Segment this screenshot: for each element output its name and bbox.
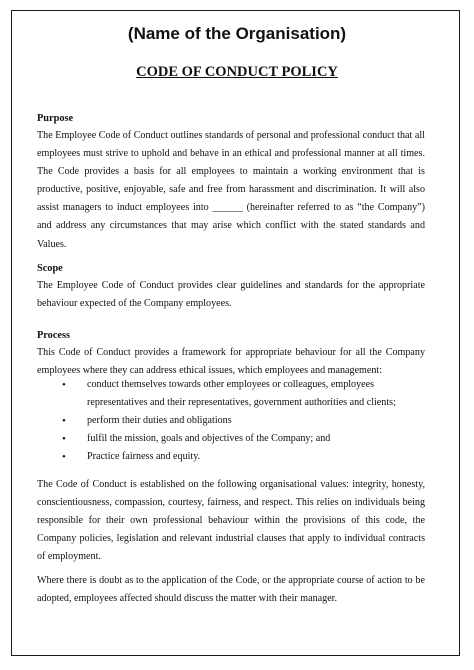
bullet-icon: • <box>62 433 66 446</box>
scope-paragraph: The Employee Code of Conduct provides clear guidelines and standards for the appropriate behaviour expected of the Company employees. <box>37 280 425 310</box>
purpose-heading: Purpose <box>37 113 74 124</box>
organisation-name: (Name of the Organisation) <box>127 24 347 43</box>
scope-heading: Scope <box>37 263 63 274</box>
process-heading: Process <box>37 330 70 341</box>
list-item-text: conduct themselves towards other employees or colleagues, employees representatives and their representatives, government authorities and clients; <box>87 379 396 409</box>
list-item-text: fulfil the mission, goals and objectives of the Company; and <box>87 433 331 445</box>
list-item <box>62 376 424 412</box>
process-paragraph: This Code of Conduct provides a framework for appropriate behaviour for all the Company employees where they can address ethical issues, which employees and management: <box>37 347 425 377</box>
purpose-text-part-2: (hereinafter referred to as “the Company”) and address any circumstances that may arise which conflict with the stated standards and Values. <box>37 202 425 250</box>
company-name-blank: ______ <box>212 202 243 214</box>
bullet-icon: • <box>62 415 66 428</box>
list-item-text: Practice fairness and equity. <box>87 451 201 463</box>
list-item <box>62 430 424 448</box>
values-paragraph: The Code of Conduct is established on the following organisational values: integrity, honesty, conscientiousness, compassion, courtesy, fairness, and respect. This relies on individuals being responsible for their own professional behaviour within the provisions of this code, the Company policies, legislation and relevant industrial clauses that apply to individual contracts of employment. <box>37 479 425 563</box>
list-item-text: perform their duties and obligations <box>87 415 232 427</box>
list-item <box>62 448 424 466</box>
purpose-text-part-1: The Employee Code of Conduct outlines standards of personal and professional conduct that all employees must strive to uphold and behave in an ethical and professional manner at all times. The Code provides a basis for all employees to maintain a working environment that is productive, positive, enjoyable, safe and free from harassment and discrimination. It will also assist managers to induct employees into <box>37 130 425 214</box>
list-item <box>62 412 424 430</box>
bullet-icon: • <box>62 379 66 391</box>
doubt-paragraph: Where there is doubt as to the application of the Code, or the appropriate course of action to be adopted, employees affected should discuss the matter with their manager. <box>37 575 425 605</box>
bullet-icon: • <box>62 451 66 464</box>
process-bullet-list <box>62 376 424 466</box>
purpose-paragraph <box>37 127 425 254</box>
policy-title: CODE OF CONDUCT POLICY <box>136 64 338 80</box>
